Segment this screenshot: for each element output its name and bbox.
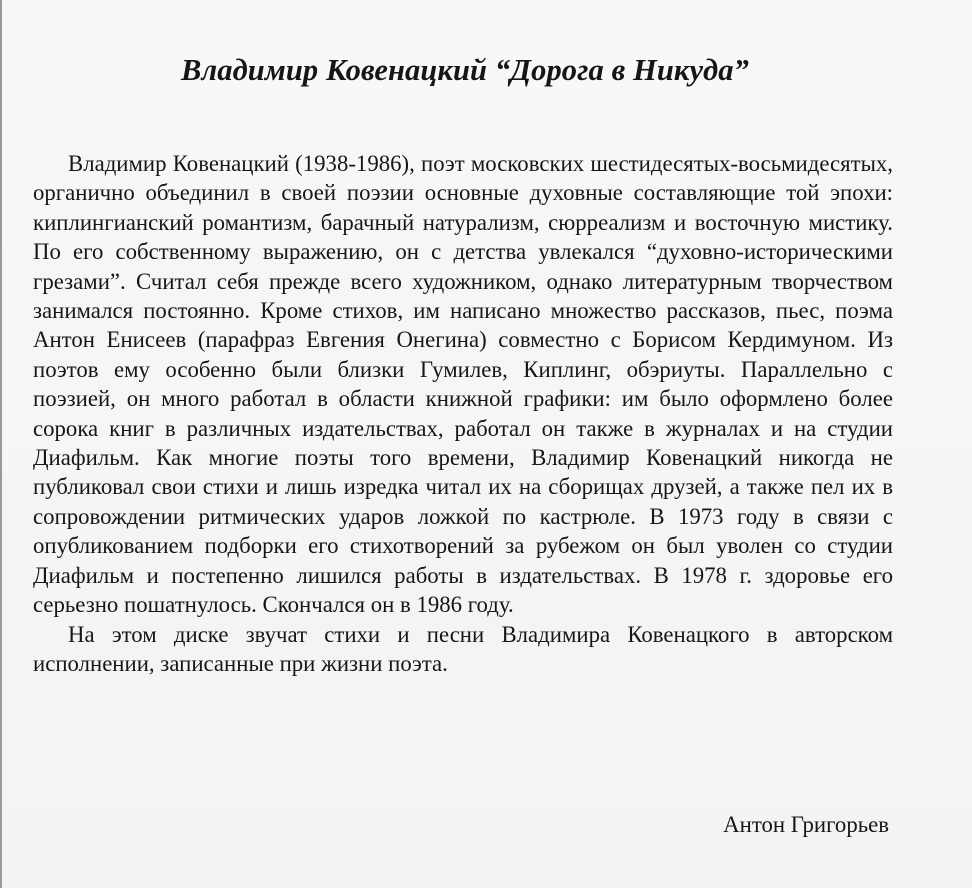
biography-paragraph: Владимир Ковенацкий (1938-1986), поэт московских шестидесятых-восьмидесятых, органично объединил в своей поэзии основные духовные составляющие той эпохи: киплингианский романтизм, барачный натурализм, сюрреализм и восточную мистику. По его собственному выражению, он с детства увлекался “духовно-историческими грезами”. Считал себя прежде всего художником, однако литературным творчеством занимался постоянно. Кроме стихов, им написано множество рассказов, пьес, поэма Антон Енисеев (парафраз Евгения Онегина) совместно с Борисом Кердимуном. Из поэтов ему особенно были близки Гумилев, Киплинг, обэриуты. Параллельно с поэзией, он много работал в области книжной графики: им было оформлено более сорока книг в различных издательствах, работал он также в журналах и на студии Диафильм. Как многие поэты того времени, Владимир Ковенацкий никогда не публиковал свои стихи и лишь изредка читал их на сборищах друзей, а также пел их в сопровождении ритмических ударов ложкой по кастрюле. В 1973 году в связи с опубликованием подборки его стихотворений за рубежом он был уволен со студии Диафильм и постепенно лишился работы в издательствах. В 1978 г. здоровье его серьезно пошатнулось. Скончался он в 1986 году. bbox=[33, 151, 893, 618]
document-body bbox=[33, 149, 893, 678]
disc-note-paragraph: На этом диске звучат стихи и песни Владимира Ковенацкого в авторском исполнении, записанные при жизни поэта. bbox=[33, 621, 893, 676]
author-signature: Антон Григорьев bbox=[723, 812, 889, 837]
page-edge bbox=[0, 0, 2, 888]
document-title: Владимир Ковенацкий “Дорога в Никуда” bbox=[181, 53, 749, 87]
